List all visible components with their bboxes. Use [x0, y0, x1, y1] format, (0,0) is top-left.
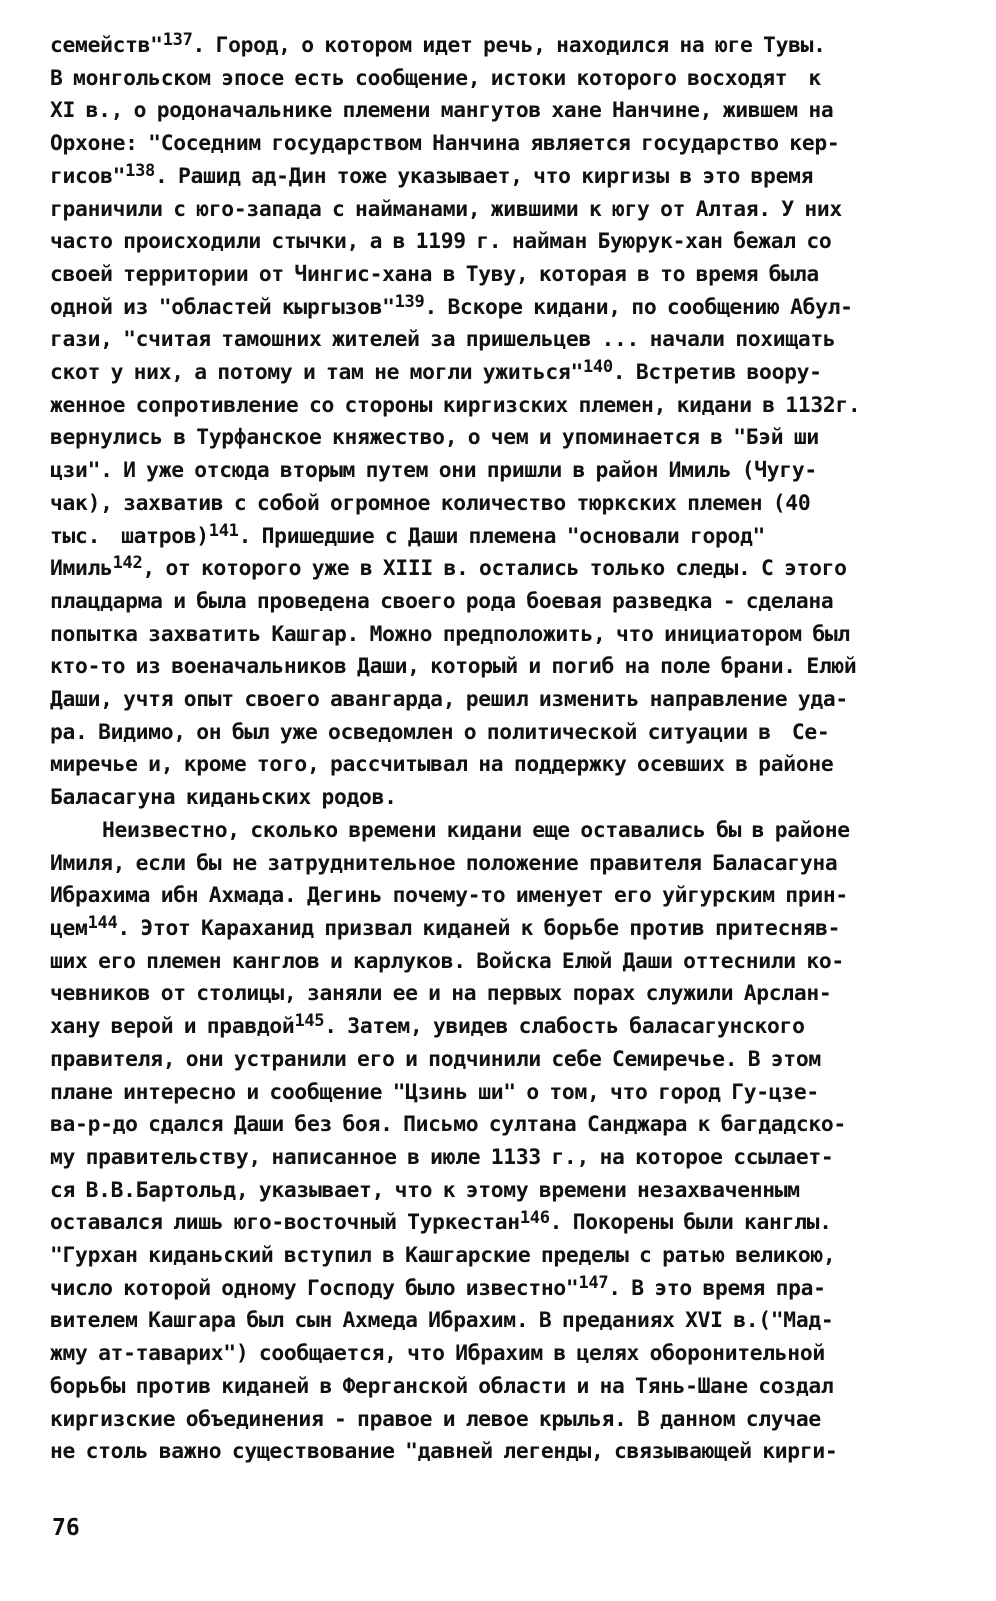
text-line — [50, 324, 960, 357]
text-line — [50, 259, 960, 292]
text-run: правителя, они устранили его и подчинили себе Семиречье. В этом — [50, 1046, 821, 1072]
text-run: . Встретив воору- — [612, 360, 822, 386]
text-run: ших его племен канглов и карлуков. Войска Елюй Даши оттеснили ко- — [50, 948, 844, 974]
text-run: . Покорены были канглы. — [549, 1210, 832, 1236]
footnote-reference: 139 — [394, 291, 425, 312]
text-line — [50, 978, 960, 1011]
text-line — [50, 1436, 960, 1469]
text-run: ра. Видимо, он был уже осведомлен о политической ситуации в Се- — [50, 719, 830, 745]
text-run: чак), захватив с собой огромное количество тюркских племен (40 — [50, 490, 811, 516]
text-line — [50, 913, 960, 946]
text-line — [50, 553, 960, 586]
text-run: Ибрахима ибн Ахмада. Дегинь почему-то именует его уйгурским прин- — [50, 883, 848, 909]
text-run: одной из "областей кыргызов" — [50, 294, 395, 320]
text-run: . Рашид ад-Дин тоже указывает, что киргизы в это время — [154, 163, 814, 189]
text-line — [50, 782, 960, 815]
text-line — [50, 1142, 960, 1175]
text-line — [50, 1109, 960, 1142]
footnote-reference: 145 — [294, 1011, 325, 1032]
text-line — [50, 488, 960, 521]
text-run: . Вскоре кидани, по сообщению Абул- — [424, 294, 853, 320]
text-line — [50, 1175, 960, 1208]
text-run: гази, "считая тамошних жителей за пришельцев ... начали похищать — [50, 327, 836, 353]
text-line — [50, 1305, 960, 1338]
paragraph-1 — [50, 30, 960, 815]
text-line — [50, 226, 960, 259]
text-line — [50, 586, 960, 619]
paragraph-2 — [50, 815, 960, 1469]
text-line — [50, 455, 960, 488]
text-line — [50, 848, 960, 881]
footnote-reference: 137 — [162, 30, 193, 51]
text-run: тыс. шатров) — [50, 523, 209, 549]
text-line — [50, 390, 960, 423]
text-line — [50, 422, 960, 455]
page-number: 76 — [52, 1515, 80, 1541]
text-run: Орхоне: "Соседним государством Нанчина является государство кер- — [50, 131, 840, 157]
text-line — [50, 1240, 960, 1273]
text-run: Имиль — [50, 556, 113, 582]
footnote-reference: 141 — [208, 520, 239, 541]
text-line — [50, 128, 960, 161]
text-line — [50, 880, 960, 913]
text-run: . Этот Караханид призвал киданей к борьбе против притесняв- — [117, 915, 841, 941]
text-run: граничили с юго-запада с найманами, жившими к югу от Алтая. У них — [50, 196, 842, 222]
text-line — [50, 357, 960, 390]
text-run: чевников от столицы, заняли ее и на первых порах служили Арслан- — [50, 981, 832, 1007]
text-run: Неизвестно, сколько времени кидани еще оставались бы в районе — [102, 817, 850, 843]
text-run: кто-то из военачальников Даши, который и погиб на поле брани. Елюй — [50, 654, 857, 680]
text-run: жму ат-таварих") сообщается, что Ибрахим в целях оборонительной — [50, 1341, 825, 1367]
text-run: В монгольском эпосе есть сообщение, истоки которого восходят к — [50, 65, 821, 91]
text-run: киргизские объединения - правое и левое крылья. В данном случае — [50, 1406, 821, 1432]
text-run: XI в., о родоначальнике племени мангутов хане Нанчине, жившем на — [50, 98, 834, 124]
text-line — [50, 1011, 960, 1044]
text-run: гисов" — [50, 163, 126, 189]
text-run: часто происходили стычки, а в 1199 г. найман Буюрук-хан бежал со — [50, 229, 832, 255]
text-line — [50, 1077, 960, 1110]
text-run: . Город, о котором идет речь, находился на юге Тувы. — [192, 33, 826, 58]
text-line — [50, 1273, 960, 1306]
text-run: вителем Кашгара был сын Ахмеда Ибрахим. В преданиях XVI в.("Мад- — [50, 1308, 834, 1334]
footnote-reference: 142 — [112, 553, 143, 574]
text-line — [50, 946, 960, 979]
text-run: число которой одному Господу было известно" — [50, 1275, 579, 1301]
footnote-reference: 144 — [87, 913, 118, 934]
text-line — [50, 30, 960, 63]
text-run: Даши, учтя опыт своего авангарда, решил изменить направление уда- — [50, 687, 848, 713]
text-run: миречье и, кроме того, рассчитывал на поддержку осевших в районе — [50, 752, 834, 778]
text-run: хану верой и правдой — [50, 1014, 295, 1040]
text-line — [50, 1371, 960, 1404]
text-run: скот у них, а потому и там не могли ужиться" — [50, 360, 583, 386]
text-line — [50, 684, 960, 717]
footnote-reference: 147 — [578, 1272, 609, 1293]
text-run: своей территории от Чингис-хана в Туву, которая в то время была — [50, 261, 819, 287]
text-line — [50, 1044, 960, 1077]
text-run: борьбы против киданей в Ферганской области и на Тянь-Шане создал — [50, 1373, 834, 1399]
text-line — [50, 651, 960, 684]
footnote-reference: 138 — [125, 161, 155, 182]
text-line — [50, 292, 960, 325]
text-run: семейств" — [50, 33, 163, 58]
text-line — [50, 521, 960, 554]
text-run: . Затем, увидев слабость баласагунского — [324, 1014, 805, 1040]
text-line — [50, 63, 960, 96]
text-run: плане интересно и сообщение "Цзинь ши" о том, что город Гу-цзе- — [50, 1079, 819, 1105]
text-line — [50, 749, 960, 782]
text-run: Баласагуна киданьских родов. — [50, 785, 397, 811]
text-run: цзи". И уже отсюда вторым путем они пришли в район Имиль (Чугу- — [50, 458, 817, 484]
text-run: Имиля, если бы не затруднительное положение правителя Баласагуна — [50, 850, 838, 876]
text-run: плацдарма и была проведена своего рода боевая разведка - сделана — [50, 588, 834, 614]
text-run: ся В.В.Бартольд, указывает, что к этому времени незахваченным — [50, 1177, 800, 1203]
text-line — [50, 161, 960, 194]
footnote-reference: 146 — [519, 1207, 550, 1228]
text-line — [50, 194, 960, 227]
text-run: оставался лишь юго-восточный Туркестан — [50, 1210, 520, 1236]
text-run: "Гурхан киданьский вступил в Кашгарские пределы с ратью великою, — [50, 1243, 836, 1269]
text-run: цем — [50, 915, 88, 941]
text-run: . Пришедшие с Даши племена "основали город" — [238, 523, 766, 549]
text-run: вернулись в Турфанское княжество, о чем и упоминается в "Бэй ши — [50, 425, 819, 451]
text-run: му правительству, написанное в июле 1133 г., на которое ссылает- — [50, 1144, 834, 1170]
text-run: , от которого уже в XIII в. остались только следы. С этого — [142, 556, 847, 582]
text-line — [50, 619, 960, 652]
text-run: . В это время пра- — [608, 1275, 826, 1301]
text-run: женное сопротивление со стороны киргизских племен, кидани в 1132г. — [50, 392, 861, 418]
text-line — [50, 1338, 960, 1371]
text-run: попытка захватить Кашгар. Можно предположить, что инициатором был — [50, 621, 850, 647]
text-line — [50, 815, 960, 848]
text-line — [50, 95, 960, 128]
text-run: ва-р-до сдался Даши без боя. Письмо султана Санджара к багдадско- — [50, 1112, 846, 1138]
text-run: не столь важно существование "давней легенды, связывающей кирги- — [50, 1439, 838, 1465]
text-line — [50, 1207, 960, 1240]
text-line — [50, 717, 960, 750]
text-line — [50, 1404, 960, 1437]
footnote-reference: 140 — [582, 357, 613, 378]
